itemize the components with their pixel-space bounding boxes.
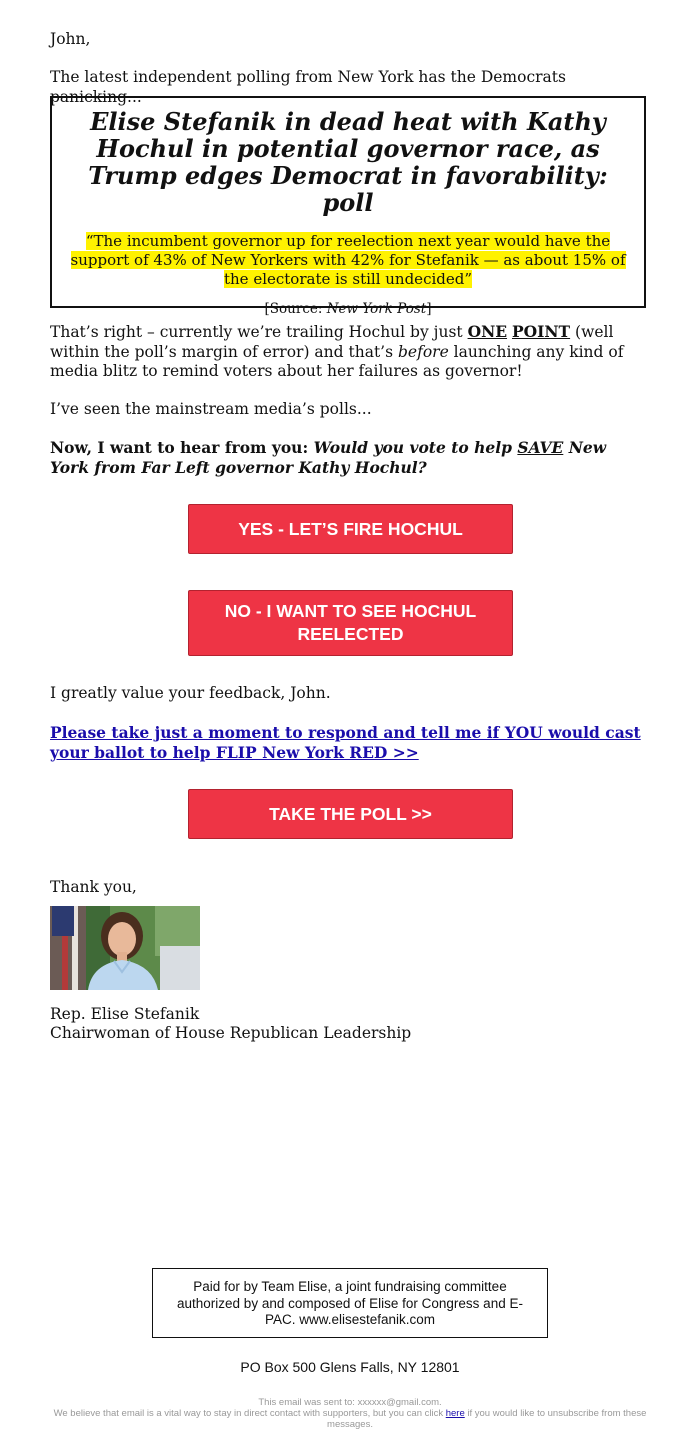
highlighted-quote: “The incumbent governor up for reelection next year would have the support of 43% of New Yorkers with 42% for Stefanik — as about 15% of the electorate is still undecided” — [70, 232, 626, 288]
intro-text: The latest independent polling from New York has the Democrats panicking... — [50, 68, 566, 106]
unsubscribe-notice: We believe that email is a vital way to stay in direct contact with supporters, but you can click here if you would like to unsubscribe from these messages. — [53, 1408, 647, 1430]
quote-text — [58, 232, 638, 289]
save-emphasis: SAVE — [517, 438, 564, 457]
before-emphasis: before — [398, 342, 449, 361]
media-polls-text: I’ve seen the mainstream media’s polls... — [50, 400, 372, 418]
take-poll-button[interactable]: TAKE THE POLL >> — [188, 789, 513, 839]
signature-photo — [50, 906, 200, 990]
greeting: John, — [50, 30, 91, 48]
unsubscribe-link[interactable]: here — [445, 1408, 465, 1419]
no-reelect-hochul-button[interactable]: NO - I WANT TO SEE HOCHUL REELECTED — [188, 590, 513, 656]
signature-name: Rep. Elise Stefanik — [50, 1005, 200, 1023]
quote-source: [Source: New York Post] — [264, 301, 432, 317]
yes-fire-hochul-button[interactable]: YES - LET’S FIRE HOCHUL — [188, 504, 513, 554]
trailing-paragraph: That’s right – currently we’re trailing Hochul by just ONE POINT (well within the poll’s margin of error) and that’s before launching any kind of media blitz to remind voters about her failures as governor! — [50, 322, 624, 380]
mailing-address: PO Box 500 Glens Falls, NY 12801 — [240, 1359, 460, 1375]
question-paragraph: Now, I want to hear from you: Would you vote to help SAVE New York from Far Left governor Kathy Hochul? — [50, 438, 607, 477]
point-emphasis: POINT — [511, 322, 571, 341]
sent-to-notice: This email was sent to: xxxxxx@gmail.com. — [258, 1397, 442, 1408]
quote-box — [50, 96, 646, 317]
feedback-text: I greatly value your feedback, John. — [50, 684, 331, 702]
paid-for-disclaimer: Paid for by Team Elise, a joint fundraising committee authorized by and composed of Elise for Congress and E-PAC. www.elisestefanik.com — [152, 1268, 548, 1338]
quote-headline: Elise Stefanik in dead heat with Kathy Hochul in potential governor race, as Trump edges Democrat in favorability: poll — [88, 107, 608, 217]
signature-title: Chairwoman of House Republican Leadership — [50, 1024, 412, 1042]
poll-link[interactable]: Please take just a moment to respond and tell me if YOU would cast your ballot to help FLIP New York RED >> — [50, 723, 641, 762]
source-name: New York Post — [326, 301, 427, 317]
thank-you-text: Thank you, — [50, 878, 137, 896]
one-emphasis: ONE — [467, 322, 508, 341]
